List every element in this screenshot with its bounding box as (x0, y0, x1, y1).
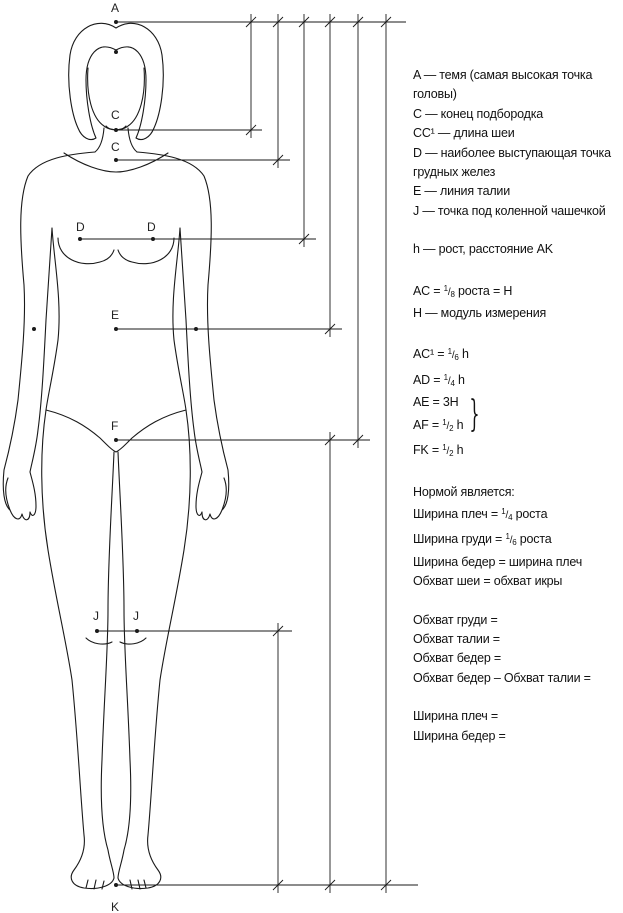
left-leg-outer (42, 410, 114, 889)
formula-ad: AD = $^1/_4$ h (413, 372, 465, 388)
formula-ae: AE = 3H (413, 395, 459, 410)
definition-e: E — линия талии (413, 184, 510, 199)
norm-hips: Ширина бедер = ширина плеч (413, 554, 583, 569)
module-formula: AC = $^1/_8$ роста = H (413, 283, 513, 299)
definition-d: D — наиболее выступающая точка грудных желез (413, 145, 611, 180)
module-definition: H — модуль измерения (413, 306, 547, 321)
right-arm-inner (180, 228, 202, 472)
left-arm-inner (30, 228, 52, 472)
hair-outline (69, 23, 164, 139)
point-label-k: K (111, 900, 120, 913)
definition-j: J — точка под коленной чашечкой (413, 203, 606, 218)
brace-icon: } (469, 391, 480, 435)
right-breast (118, 238, 174, 264)
definition-cc1: CC¹ — длина шеи (413, 126, 515, 141)
definition-c: C — конец подбородка (413, 106, 543, 121)
formula-af: AF = $^1/_2$ h } (413, 391, 480, 435)
point-label-c1: C (111, 140, 120, 154)
point-label-f: F (111, 419, 119, 433)
point-label-d-left: D (76, 220, 85, 234)
right-leg-outer (118, 410, 190, 889)
norm-title: Нормой является: (413, 484, 515, 499)
neckline (64, 153, 168, 172)
measure-waist: Обхват талии = (413, 631, 500, 646)
point-label-a: A (111, 1, 120, 15)
right-leg-inner (118, 452, 131, 878)
measure-difference: Обхват бедер – Обхват талии = (413, 670, 591, 685)
left-knee (86, 638, 112, 644)
torso-right (173, 228, 186, 410)
point-label-d-right: D (147, 220, 156, 234)
measure-hips: Обхват бедер = (413, 651, 501, 666)
left-breast (58, 238, 114, 264)
right-hand (196, 472, 226, 520)
right-arm-outer (137, 152, 229, 510)
left-hand (6, 472, 36, 520)
definition-a: A — темя (самая высокая точка головы) (413, 68, 593, 102)
width-hips: Ширина бедер = (413, 728, 506, 743)
width-shoulders: Ширина плеч = (413, 709, 498, 724)
torso-left (46, 228, 59, 410)
left-leg-inner (101, 452, 114, 878)
point-label-j-left: J (93, 609, 99, 623)
tick-marks (246, 17, 391, 890)
neck-right (128, 128, 137, 152)
norm-neck: Обхват шеи = обхват икры (413, 574, 563, 589)
norm-shoulders: Ширина плеч = $^1/_4$ роста (413, 506, 548, 522)
point-label-j-right: J (133, 609, 139, 623)
right-knee (120, 638, 146, 644)
measure-chest: Обхват груди = (413, 612, 498, 627)
formula-fk: FK = $^1/_2$ h (413, 443, 464, 459)
norm-chest: Ширина груди = $^1/_6$ роста (413, 532, 552, 548)
point-label-e: E (111, 308, 120, 322)
neck-left (95, 128, 104, 152)
formula-ac1: $AC^1 = ^1/_6$ h (413, 347, 469, 363)
height-definition: h — рост, расстояние AK (413, 242, 553, 257)
left-arm-outer (3, 152, 95, 510)
legend (413, 66, 621, 746)
point-label-c: C (111, 108, 120, 122)
